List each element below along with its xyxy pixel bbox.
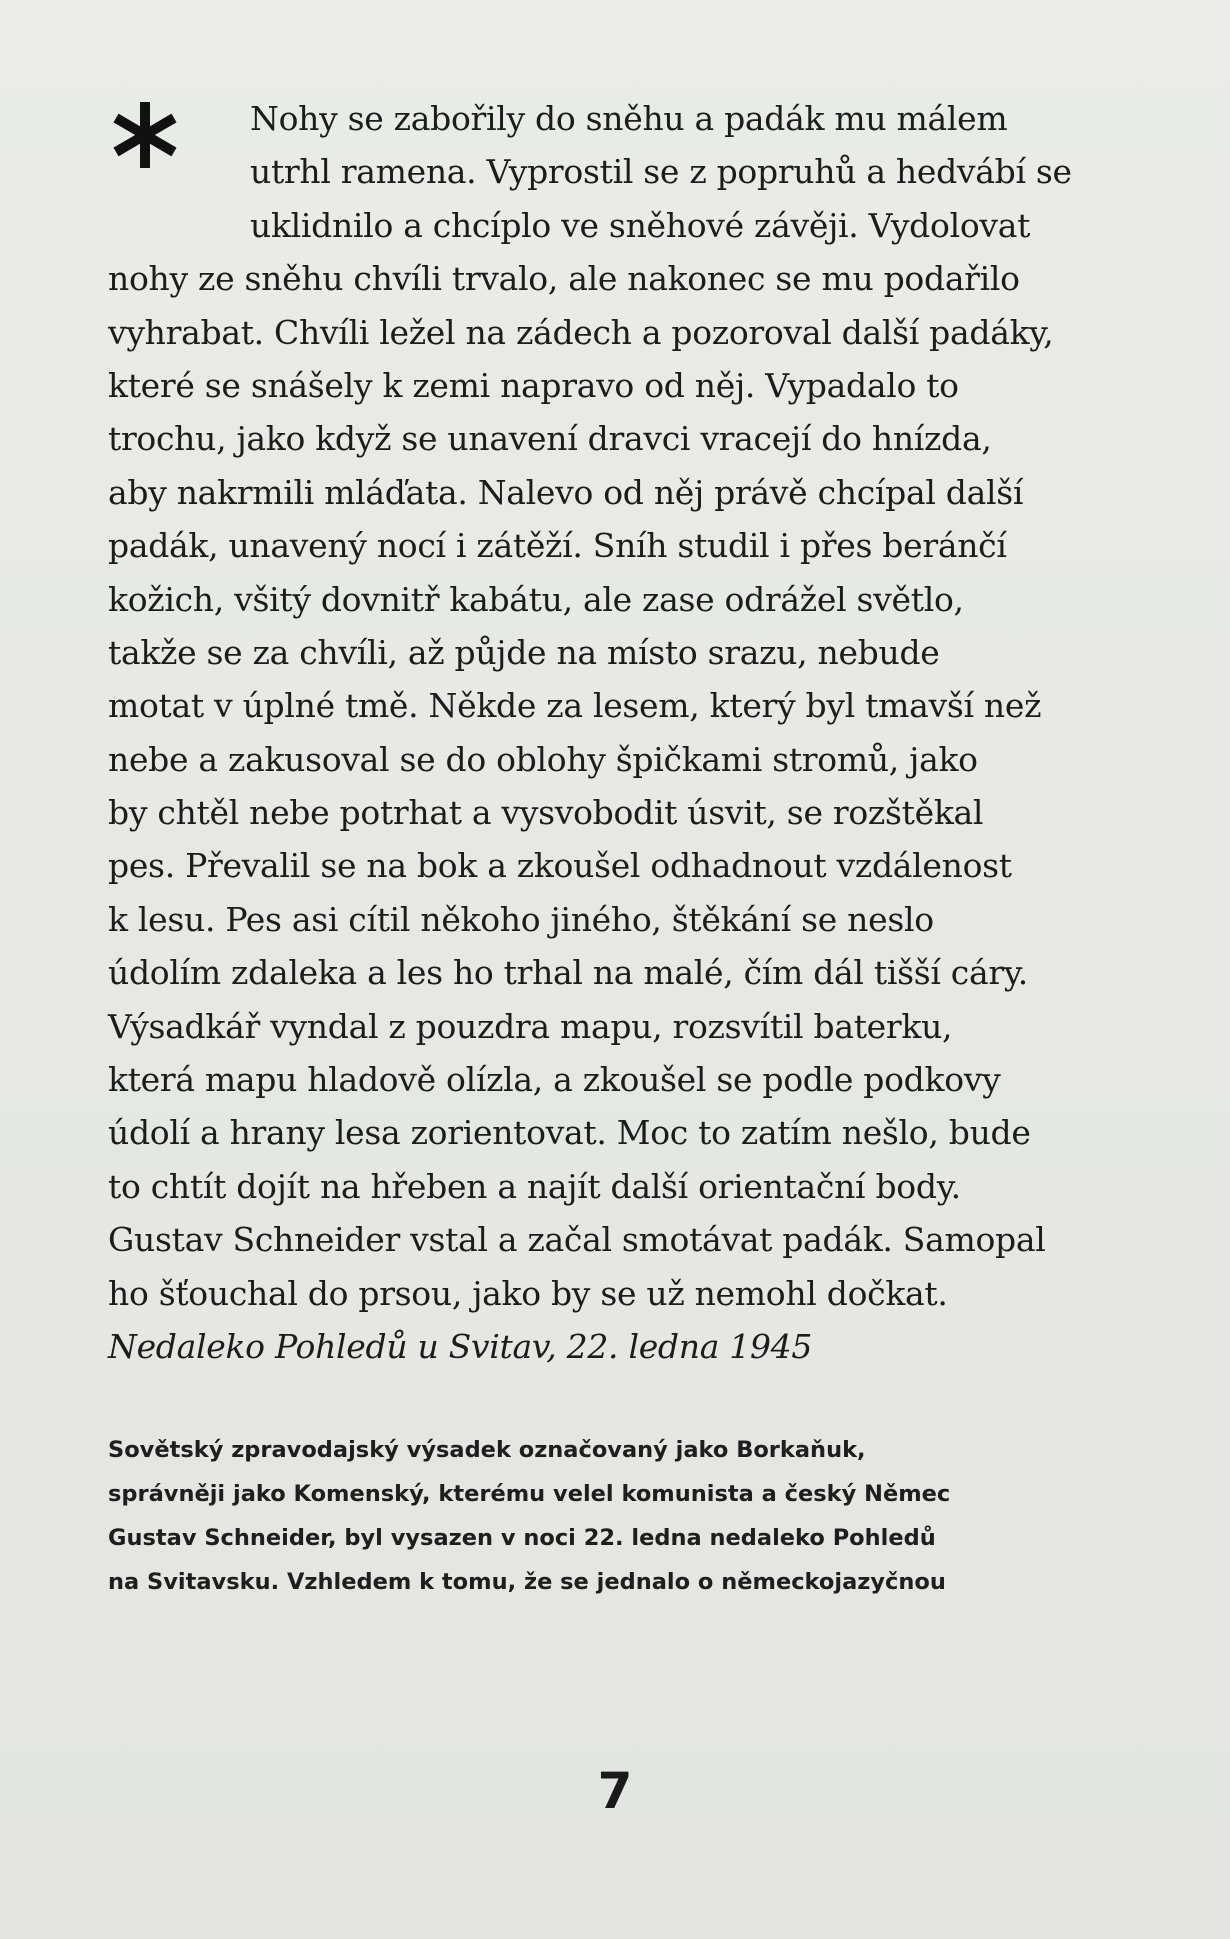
text-line: motat v úplné tmě. Někde za lesem, který byl tmavší než (108, 686, 1042, 726)
footnote (108, 1428, 1158, 1604)
footnote-line: správněji jako Komenský, kterému velel komunista a český Němec (108, 1481, 951, 1507)
dateline: Nedaleko Pohledů u Svitav, 22. ledna 1945 (108, 1326, 813, 1366)
text-line: pes. Převalil se na bok a zkoušel odhadnout vzdálenost (108, 846, 1012, 886)
footnote-line: na Svitavsku. Vzhledem k tomu, že se jednalo o německojazyčnou (108, 1569, 946, 1595)
text-line: uklidnilo a chcíplo ve sněhové závěji. Vydolovat (250, 205, 1031, 245)
text-line: utrhl ramena. Vyprostil se z popruhů a hedvábí se (250, 152, 1072, 192)
main-text (108, 92, 1158, 1373)
page-number: 7 (597, 1762, 633, 1820)
footnote-line: Sovětský zpravodajský výsadek označovaný jako Borkaňuk, (108, 1437, 866, 1463)
text-line: údolím zdaleka a les ho trhal na malé, čím dál tišší cáry. (108, 953, 1028, 993)
text-line: kožich, všitý dovnitř kabátu, ale zase odrážel světlo, (108, 579, 964, 619)
text-line: Výsadkář vyndal z pouzdra mapu, rozsvítil baterku, (108, 1006, 953, 1046)
text-line: která mapu hladově olízla, a zkoušel se podle podkovy (108, 1060, 1001, 1100)
text-line: takže se za chvíli, až půjde na místo srazu, nebude (108, 632, 940, 672)
text-line: trochu, jako když se unavení dravci vracejí do hnízda, (108, 419, 992, 459)
text-line: nebe a zakusoval se do oblohy špičkami stromů, jako (108, 739, 978, 779)
text-line: padák, unavený nocí i zátěží. Sníh studil i přes beránčí (108, 526, 1007, 566)
text-line: údolí a hrany lesa zorientovat. Moc to zatím nešlo, bude (108, 1113, 1031, 1153)
text-line: aby nakrmili mláďata. Nalevo od něj právě chcípal další (108, 472, 1024, 512)
text-line: nohy ze sněhu chvíli trvalo, ale nakonec se mu podařilo (108, 259, 1020, 299)
text-line: ho šťouchal do prsou, jako by se už nemohl dočkat. (108, 1273, 948, 1313)
text-line: vyhrabat. Chvíli ležel na zádech a pozoroval další padáky, (108, 312, 1054, 352)
text-line: které se snášely k zemi napravo od něj. Vypadalo to (108, 365, 959, 405)
text-line: k lesu. Pes asi cítil někoho jiného, štěkání se neslo (108, 899, 934, 939)
text-line: Nohy se zabořily do sněhu a padák mu málem (250, 99, 1008, 138)
footnote-line: Gustav Schneider, byl vysazen v noci 22. ledna nedaleko Pohledů (108, 1525, 936, 1551)
text-line: to chtít dojít na hřeben a najít další orientační body. (108, 1166, 961, 1206)
text-line: by chtěl nebe potrhat a vysvobodit úsvit, se rozštěkal (108, 793, 984, 833)
text-line: Gustav Schneider vstal a začal smotávat padák. Samopal (108, 1220, 1046, 1260)
